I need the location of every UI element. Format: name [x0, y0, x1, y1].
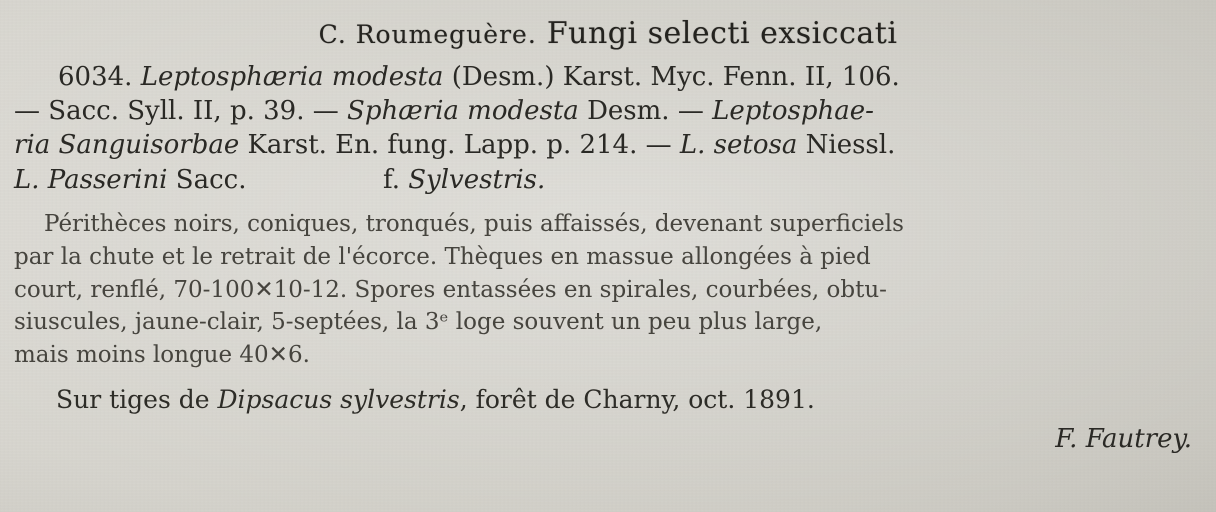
citation-line-3: [14, 129, 1202, 163]
citation-block: [14, 61, 1202, 198]
form-label: f.: [383, 165, 400, 196]
citation-line-1-rest: (Desm.) Karst. Myc. Fenn. II, 106.: [451, 62, 900, 92]
page-title: [14, 0, 1202, 51]
synonym-4: L. Passerini: [14, 165, 168, 196]
citation-line-2-a: — Sacc. Syll. II, p. 39. —: [14, 95, 339, 126]
description-line: Périthèces noirs, coniques, tronqués, puis affaissés, devenant superficiels: [44, 211, 904, 238]
synonym-3: L. setosa: [679, 129, 798, 160]
description-line: siuscules, jaune-clair, 5-septées, la 3ᵉ loge souvent un peu plus large,: [14, 309, 823, 336]
habitat-suffix: , forêt de Charny, oct. 1891.: [459, 385, 815, 415]
description-block: [14, 208, 1202, 371]
citation-line-4: [14, 164, 1202, 198]
citation-line-3-rest: Karst. En. fung. Lapp. p. 214. —: [247, 129, 672, 160]
habitat-line: [14, 385, 1202, 414]
form-name: Sylvestris.: [408, 165, 546, 196]
synonym-1: Sphæria modesta: [347, 95, 579, 126]
description-line: par la chute et le retrait de l'écorce. Thèques en massue allongées à pied: [14, 243, 871, 270]
collector-signature: F. Fautrey.: [1055, 424, 1192, 455]
title-series: Fungi selecti exsiccati: [546, 16, 898, 51]
host-plant: Dipsacus sylvestris: [217, 385, 460, 415]
citation-line-2-b: Desm. —: [587, 95, 704, 126]
citation-line-2: [14, 95, 1202, 129]
synonym-2-part1: Leptosphae-: [712, 95, 874, 126]
species-name: Leptosphæria modesta: [140, 62, 444, 92]
entry-number: 6034.: [58, 62, 133, 92]
synonym-2-part2: ria Sanguisorbae: [14, 129, 240, 160]
habitat-prefix: Sur tiges de: [56, 385, 210, 415]
description-line: court, renflé, 70-100✕10-12. Spores entassées en spirales, courbées, obtu-: [14, 276, 887, 303]
description-line: mais moins longue 40✕6.: [14, 341, 310, 368]
synonym-4-authority: Sacc.: [175, 165, 247, 196]
citation-line-3-tail: Niessl.: [805, 129, 896, 160]
citation-line-1: [14, 61, 1202, 95]
title-author: C. Roumeguère.: [318, 20, 537, 49]
